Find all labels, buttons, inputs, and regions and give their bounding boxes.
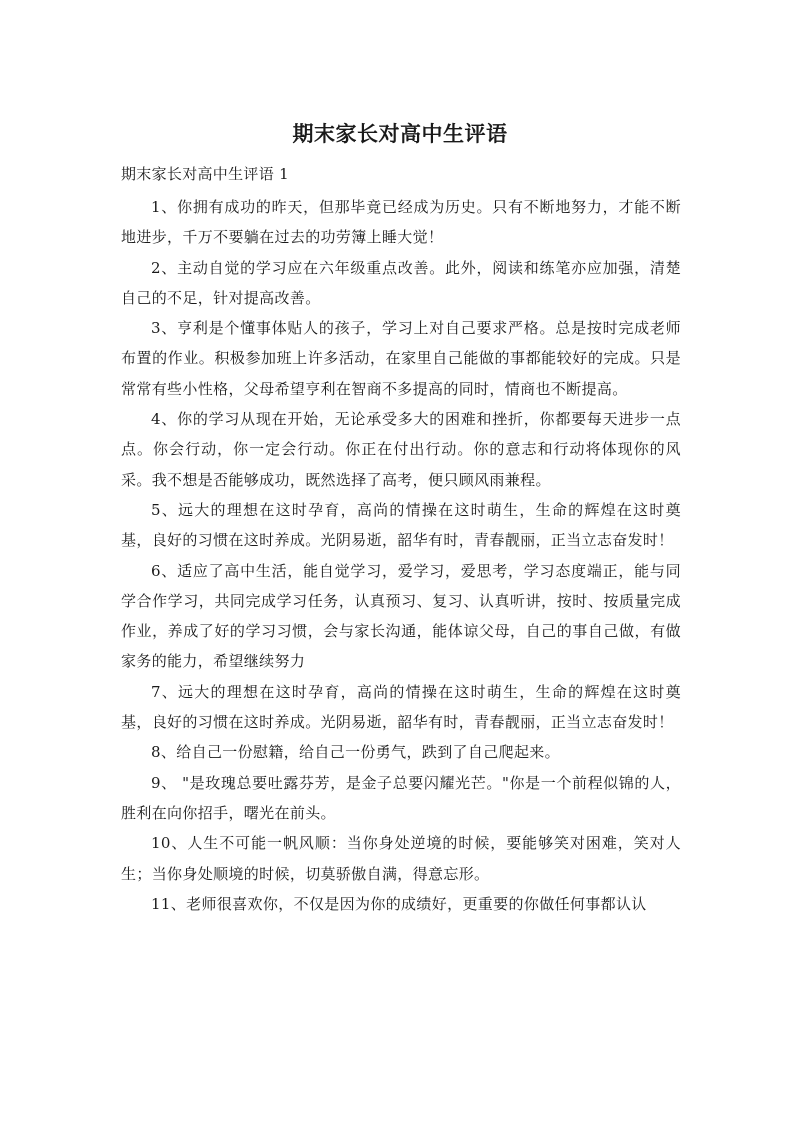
comment-paragraph-9: 9、 "是玫瑰总要吐露芬芳，是金子总要闪耀光芒。"你是一个前程似锦的人，胜利在向你招手，曙光在前头。 bbox=[121, 773, 681, 822]
comment-paragraph-11: 11、老师很喜欢你，不仅是因为你的成绩好，更重要的你做任何事都认认 bbox=[151, 894, 647, 913]
comment-paragraph-5: 5、远大的理想在这时孕育，高尚的情操在这时萌生，生命的辉煌在这时奠基，良好的习惯在这时养成。光阴易逝，韶华有时，青春靓丽，正当立志奋发时！ bbox=[121, 500, 681, 550]
comment-paragraph-7: 7、远大的理想在这时孕育，高尚的情操在这时萌生，生命的辉煌在这时奠基，良好的习惯在这时养成。光阴易逝，韶华有时，青春靓丽，正当立志奋发时！ bbox=[121, 682, 681, 732]
comment-paragraph-10: 10、人生不可能一帆风顺：当你身处逆境的时候，要能够笑对困难，笑对人生；当你身处顺境的时候，切莫骄傲自满，得意忘形。 bbox=[121, 834, 681, 883]
comment-paragraph-3: 3、亨利是个懂事体贴人的孩子，学习上对自己要求严格。总是按时完成老师布置的作业。积极参加班上许多活动，在家里自己能做的事都能较好的完成。只是常常有些小性格，父母希望亨利在智商不多提高的同时，情商也不断提高。 bbox=[121, 319, 681, 398]
comment-paragraph-6: 6、适应了高中生活，能自觉学习，爱学习，爱思考，学习态度端正，能与同学合作学习，共同完成学习任务，认真预习、复习、认真听讲，按时、按质量完成作业，养成了好的学习习惯，会与家长沟通，能体谅父母，自己的事自己做，有做家务的能力，希望继续努力 bbox=[121, 561, 681, 671]
comment-paragraph-1: 1、你拥有成功的昨天，但那毕竟已经成为历史。只有不断地努力，才能不断地进步，千万不要躺在过去的功劳簿上睡大觉！ bbox=[121, 198, 681, 247]
comment-list bbox=[121, 192, 681, 919]
comment-paragraph-2: 2、主动自觉的学习应在六年级重点改善。此外，阅读和练笔亦应加强，清楚自己的不足，针对提高改善。 bbox=[121, 258, 681, 307]
comment-paragraph-4: 4、你的学习从现在开始，无论承受多大的困难和挫折，你都要每天进步一点点。你会行动，你一定会行动。你正在付出行动。你的意志和行动将体现你的风采。我不想是否能够成功，既然选择了高考，便只顾风雨兼程。 bbox=[121, 410, 681, 489]
section-subtitle: 期末家长对高中生评语 1 bbox=[121, 165, 289, 183]
page-title: 期末家长对高中生评语 bbox=[292, 122, 508, 146]
comment-paragraph-8: 8、给自己一份慰籍，给自己一份勇气，跌到了自己爬起来。 bbox=[151, 743, 560, 762]
